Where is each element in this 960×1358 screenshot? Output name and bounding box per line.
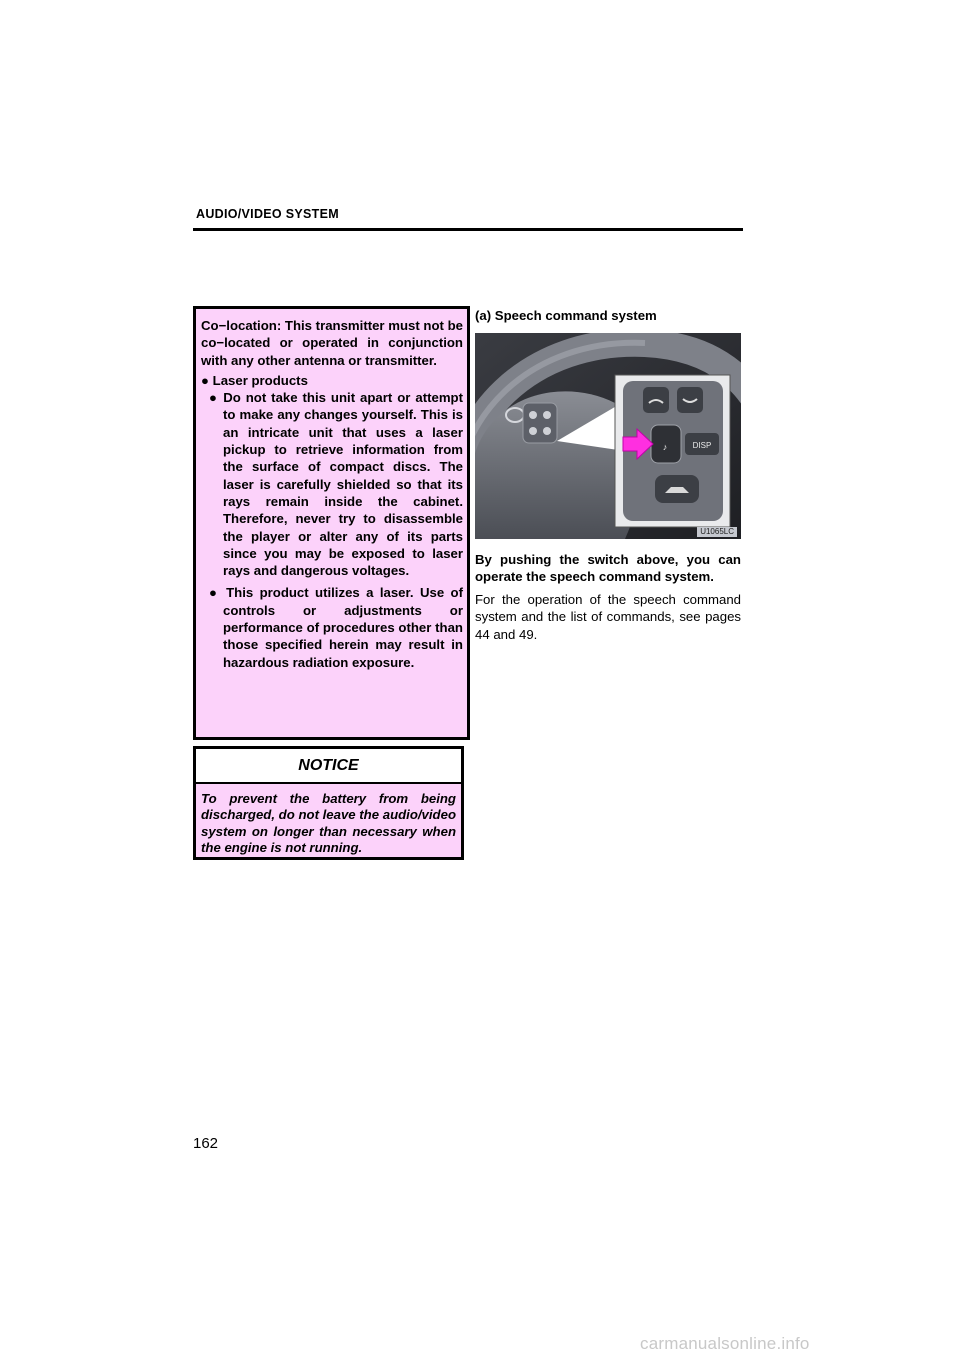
svg-text:♪: ♪ [662,442,668,452]
laser-products-bullet [201,372,463,389]
laser-products-label: Laser products [212,372,308,388]
speech-switch-instruction: By pushing the switch above, you can operate the speech command system. [475,552,741,585]
speech-command-reference: For the operation of the speech command system and the list of commands, see pages 44 and 49. [475,592,741,642]
header-divider [193,228,743,231]
steering-wheel-illustration [475,333,741,539]
section-header-title: AUDIO/VIDEO SYSTEM [196,207,339,221]
page-number: 162 [193,1135,219,1152]
colocation-statement: Co−location: This transmitter must not be co−located or operated in conjunction with any other antenna or transmitter. [201,318,463,368]
notice-text: To prevent the battery from being discharged, do not leave the audio/video system on longer than necessary when the engine is not running. [201,791,457,856]
figure-code: U1065LC [697,527,737,537]
watermark: carmanualsonline.info [640,1334,810,1353]
caution-box [193,306,470,740]
notice-heading: NOTICE [196,749,461,784]
bullet-icon: ● [209,585,227,601]
speech-command-heading: (a) Speech command system [475,308,657,323]
steering-wheel-figure [475,333,741,539]
laser-warning-item: ● This product utilizes a laser. Use of controls or adjustments or performance of procedures other than those specified herein may result in hazardous radiation exposure. [209,585,463,670]
laser-warning-item: ● Do not take this unit apart or attempt to make any changes yourself. This is an intricate unit that uses a laser pickup to retrieve information from the surface of compact discs. The laser is carefully shielded so that its rays remain inside the cabinet. Therefore, never try to disassemble the player or alter any of its parts since you may be exposed to laser rays and dangerous voltages. [209,390,463,579]
bullet-icon: ● [201,372,209,388]
disp-button-label: DISP [692,441,712,450]
bullet-icon: ● [209,390,224,406]
notice-box [193,746,464,860]
